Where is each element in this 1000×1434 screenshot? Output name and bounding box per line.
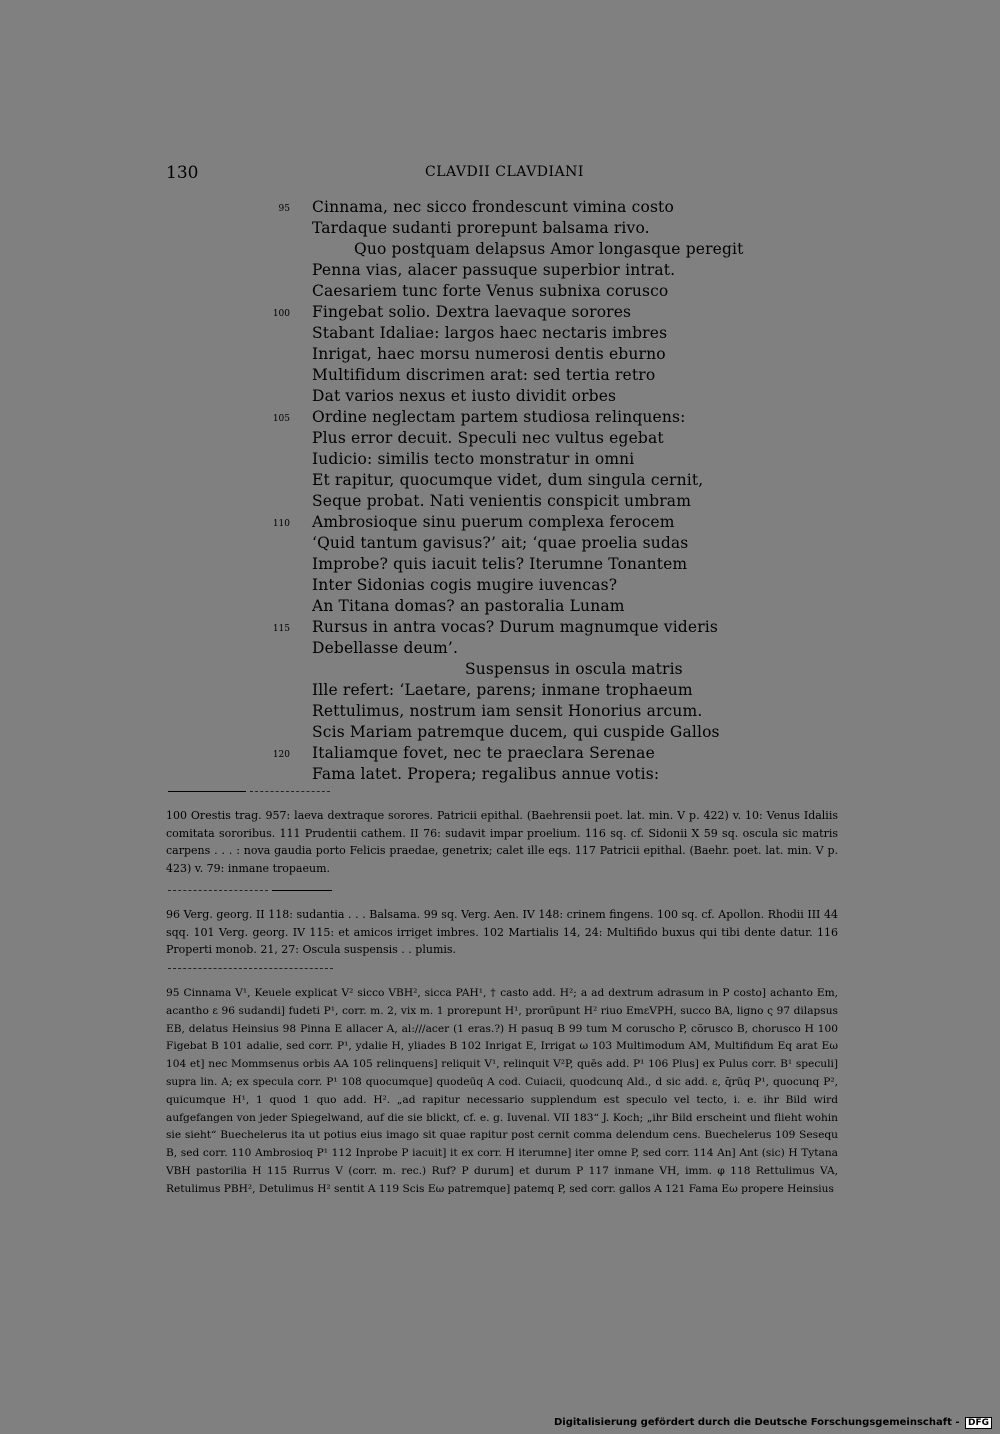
verse-text: Ille refert: ‘Laetare, parens; inmane trophaeum xyxy=(312,681,693,699)
verse-text: Inrigat, haec morsu numerosi dentis eburno xyxy=(312,345,666,363)
verse-text: Scis Mariam patremque ducem, qui cuspide Gallos xyxy=(312,723,720,741)
verse-text: Quo postquam delapsus Amor longasque peregit xyxy=(354,240,744,258)
verse-text: Iudicio: similis tecto monstratur in omni xyxy=(312,450,635,468)
verse-line xyxy=(0,576,1000,597)
verse-line xyxy=(0,282,1000,303)
verse-line xyxy=(0,429,1000,450)
verse-text: Et rapitur, quocumque videt, dum singula cernit, xyxy=(312,471,704,489)
verse-line xyxy=(0,765,1000,786)
dfg-logo: DFG xyxy=(965,1417,992,1429)
verse-text: Fama latet. Propera; regalibus annue votis: xyxy=(312,765,660,783)
page-header xyxy=(0,163,1000,189)
divider xyxy=(250,791,330,792)
running-title: CLAVDII CLAVDIANI xyxy=(425,164,584,180)
page-number: 130 xyxy=(166,163,199,183)
verse-text: Ordine neglectam partem studiosa relinquens: xyxy=(312,408,686,426)
verse-line xyxy=(0,723,1000,744)
verse-line xyxy=(0,387,1000,408)
verse-text: Rursus in antra vocas? Durum magnumque videris xyxy=(312,618,718,636)
verse-text: ‘Quid tantum gavisus?’ ait; ‘quae proelia sudas xyxy=(312,534,689,552)
critical-note: 95 Cinnama V¹, Keuele explicat V² sicco VBH², sicca PAH¹, † casto add. H²; a ad dextrum adrasum in P costo] achanto Em, acantho ε 96 sudandi] fudeti P¹, corr. m. 2, vix m. 1 prorepunt H¹, prorūpunt H² riuo EmεVPH, succo BA, ligno ς 97 dilapsus EB, delatus Heinsius 98 Pinna E allacer A, al:///acer (1 eras.?) H pasuq B 99 tum M coruscho P, cõrusco B, chorusco H 100 Figebat B 101 adalie, sed corr. P¹, ydalie H, yliades B 102 Inrigat E, Irrigat ω 103 Multimodum AM, Multifidum Eq arat Eω 104 et] nec Mommsenus orbis AA 105 relinquens] reliquit V¹, relinquit V²P, quēs add. P¹ 106 Plus] ex Pulus corr. B¹ speculi] supra lin. A; ex specula corr. P¹ 108 quocumque] quodeūq A cod. Cuiacii, quodcunq Ald., d sic add. ε, q̄rūq P¹, quocunq P², quicumque H¹, 1 quod 1 quo add. H². „ad rapitur necessario supplendum est speculo vel tecto, i. e. ihr Bild wird aufgefangen von jeder Spiegelwand, auf die sie blickt, cf. e. g. Iuvenal. VII 183“ J. Koch; „ihr Bild erscheint und flieht wohin sie sieht“ Buechelerus ita ut potius eius imago sit quae rapitur post cernit comma delendum cens. Buechelerus 109 Sesequ B, sed corr. 110 Ambrosioq P¹ 112 Inprobe P iacuit] it ex corr. H iterumne] iter omne P, sed corr. 114 An] Ant (sic) H Tytana VBH pastorilia H 115 Rurrus V (corr. m. rec.) Ruf? P durum] et durum P 117 inmane VH, imm. φ 118 Rettulimus VA, Retulimus PBH², Detulimus H² sentit A 119 Scis Eω patremque] patemq P, sed corr. gallos A 121 Fama Eω propere Heinsius xyxy=(166,987,838,1195)
verse-line xyxy=(0,366,1000,387)
apparatus-sources xyxy=(166,807,838,877)
verse-text: Caesariem tunc forte Venus subnixa corusco xyxy=(312,282,669,300)
line-number: 120 xyxy=(272,750,290,760)
verse-line xyxy=(0,303,1000,324)
verse-text: Fingebat solio. Dextra laevaque sorores xyxy=(312,303,632,321)
verse-line xyxy=(0,702,1000,723)
verse-text: Seque probat. Nati venientis conspicit umbram xyxy=(312,492,692,510)
divider xyxy=(168,968,333,969)
verse-text: Improbe? quis iacuit telis? Iterumne Tonantem xyxy=(312,555,688,573)
line-number: 110 xyxy=(272,519,290,529)
verse-text: Inter Sidonias cogis mugire iuvencas? xyxy=(312,576,618,594)
verse-line xyxy=(0,324,1000,345)
verse-text: Plus error decuit. Speculi nec vultus egebat xyxy=(312,429,664,447)
verse-line xyxy=(0,345,1000,366)
divider xyxy=(168,791,246,792)
verse-line xyxy=(0,450,1000,471)
verse-line xyxy=(0,744,1000,765)
verse-line xyxy=(0,198,1000,219)
verse-text: Suspensus in oscula matris xyxy=(465,660,683,678)
verse-text: Stabant Idaliae: largos haec nectaris imbres xyxy=(312,324,668,342)
verse-line xyxy=(0,240,1000,261)
verse-line xyxy=(0,261,1000,282)
line-number: 115 xyxy=(272,624,290,634)
verse-line xyxy=(0,513,1000,534)
verse-text: Rettulimus, nostrum iam sensit Honorius arcum. xyxy=(312,702,703,720)
divider xyxy=(168,890,268,891)
verse-text: Ambrosioque sinu puerum complexa ferocem xyxy=(312,513,675,531)
verse-text: Cinnama, nec sicco frondescunt vimina costo xyxy=(312,198,674,216)
footer xyxy=(554,1417,992,1429)
verse-line xyxy=(0,534,1000,555)
verse-text: Italiamque fovet, nec te praeclara Serenae xyxy=(312,744,655,762)
verse-line xyxy=(0,555,1000,576)
verse-text: An Titana domas? an pastoralia Lunam xyxy=(312,597,625,615)
verse-text: Tardaque sudanti prorepunt balsama rivo. xyxy=(312,219,650,237)
line-number: 100 xyxy=(272,309,290,319)
verse-line xyxy=(0,492,1000,513)
apparatus-parallels xyxy=(166,906,838,959)
verse-line xyxy=(0,681,1000,702)
verse-line xyxy=(0,660,1000,681)
parallels-note: 96 Verg. georg. II 118: sudantia . . . Balsama. 99 sq. Verg. Aen. IV 148: crinem fingens. 100 sq. cf. Apollon. Rhodii III 44 sqq. 101 Verg. georg. IV 115: et amicos irriget imbres. 102 Martialis 14, 24: Multifido buxus qui tibi dente datur. 116 Properti monob. 21, 27: Oscula suspensis . . plumis. xyxy=(166,908,838,956)
line-number: 105 xyxy=(272,414,290,424)
verse-line xyxy=(0,618,1000,639)
footer-text: Digitalisierung gefördert durch die Deutsche Forschungsgemeinschaft - xyxy=(553,1417,960,1428)
verse-text: Penna vias, alacer passuque superbior intrat. xyxy=(312,261,676,279)
verse-text: Multifidum discrimen arat: sed tertia retro xyxy=(312,366,656,384)
verse-line xyxy=(0,219,1000,240)
apparatus-critical xyxy=(166,985,838,1199)
sources-note: 100 Orestis trag. 957: laeva dextraque sorores. Patricii epithal. (Baehrensii poet. lat. min. V p. 422) v. 10: Venus Idaliis comitata sororibus. 111 Prudentii cathem. II 76: sudavit impar proelium. 116 sq. cf. Sidonii X 59 sq. oscula sic matris carpens . . . : nova gaudia porto Felicis praedae, genetrix; calet ille eqs. 117 Patricii epithal. (Baehr. poet. lat. min. V p. 423) v. 79: inmane tropaeum. xyxy=(166,809,838,875)
verse-line xyxy=(0,408,1000,429)
verse-line xyxy=(0,639,1000,660)
line-number: 95 xyxy=(278,204,290,214)
verse-text: Debellasse deum’. xyxy=(312,639,459,657)
divider xyxy=(272,890,332,891)
verse-text: Dat varios nexus et iusto dividit orbes xyxy=(312,387,617,405)
verse-line xyxy=(0,471,1000,492)
verse-line xyxy=(0,597,1000,618)
